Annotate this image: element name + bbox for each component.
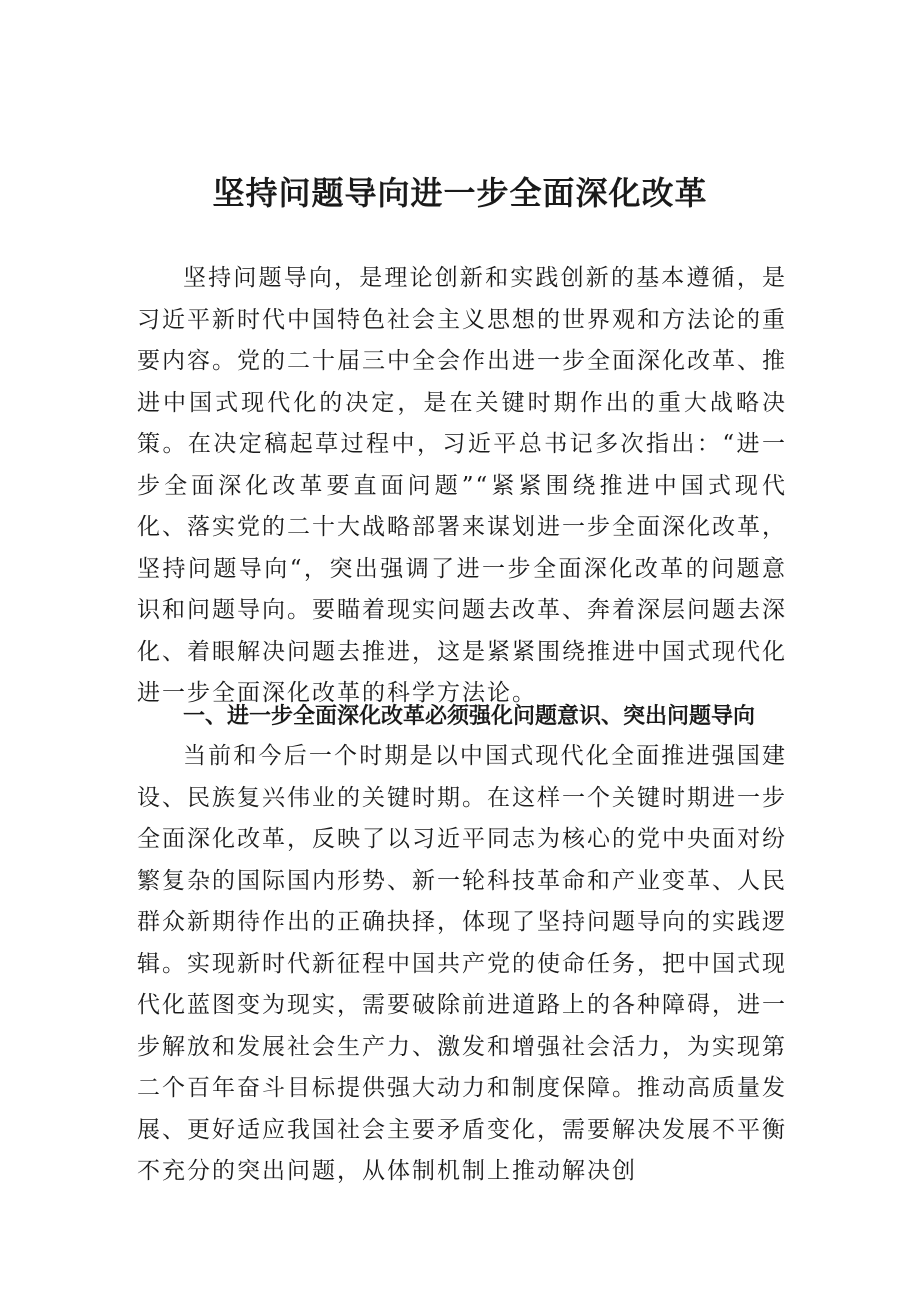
- paragraph-intro: 坚持问题导向，是理论创新和实践创新的基本遵循，是习近平新时代中国特色社会主义思想的世界观和方法论的重要内容。党的二十届三中全会作出进一步全面深化改革、推进中国式现代化的决定，是在关键时期作出的重大战略决策。在决定稿起草过程中，习近平总书记多次指出：“进一步全面深化改革要直面问题”“紧紧围绕推进中国式现代化、落实党的二十大战略部署来谋划进一步全面深化改革，坚持问题导向“，突出强调了进一步全面深化改革的问题意识和问题导向。要瞄着现实问题去改革、奔着深层问题去深化、着眼解决问题去推进，这是紧紧围绕推进中国式现代化进一步全面深化改革的科学方法论。: [137, 265, 787, 706]
- document-title: 坚持问题导向进一步全面深化改革: [212, 174, 708, 212]
- section-heading-1: 一、进一步全面深化改革必须强化问题意识、突出问题导向: [183, 704, 756, 729]
- paragraph-section-1: 当前和今后一个时期是以中国式现代化全面推进强国建设、民族复兴伟业的关键时期。在这样一个关键时期进一步全面深化改革，反映了以习近平同志为核心的党中央面对纷繁复杂的国际国内形势、新一轮科技革命和产业变革、人民群众新期待作出的正确抉择，体现了坚持问题导向的实践逻辑。实现新时代新征程中国共产党的使命任务，把中国式现代化蓝图变为现实，需要破除前进道路上的各种障碍，进一步解放和发展社会生产力、激发和增强社会活力，为实现第二个百年奋斗目标提供强大动力和制度保障。推动高质量发展、更好适应我国社会主要矛盾变化，需要解决发展不平衡不充分的突出问题，从体制机制上推动解决创: [137, 743, 787, 1184]
